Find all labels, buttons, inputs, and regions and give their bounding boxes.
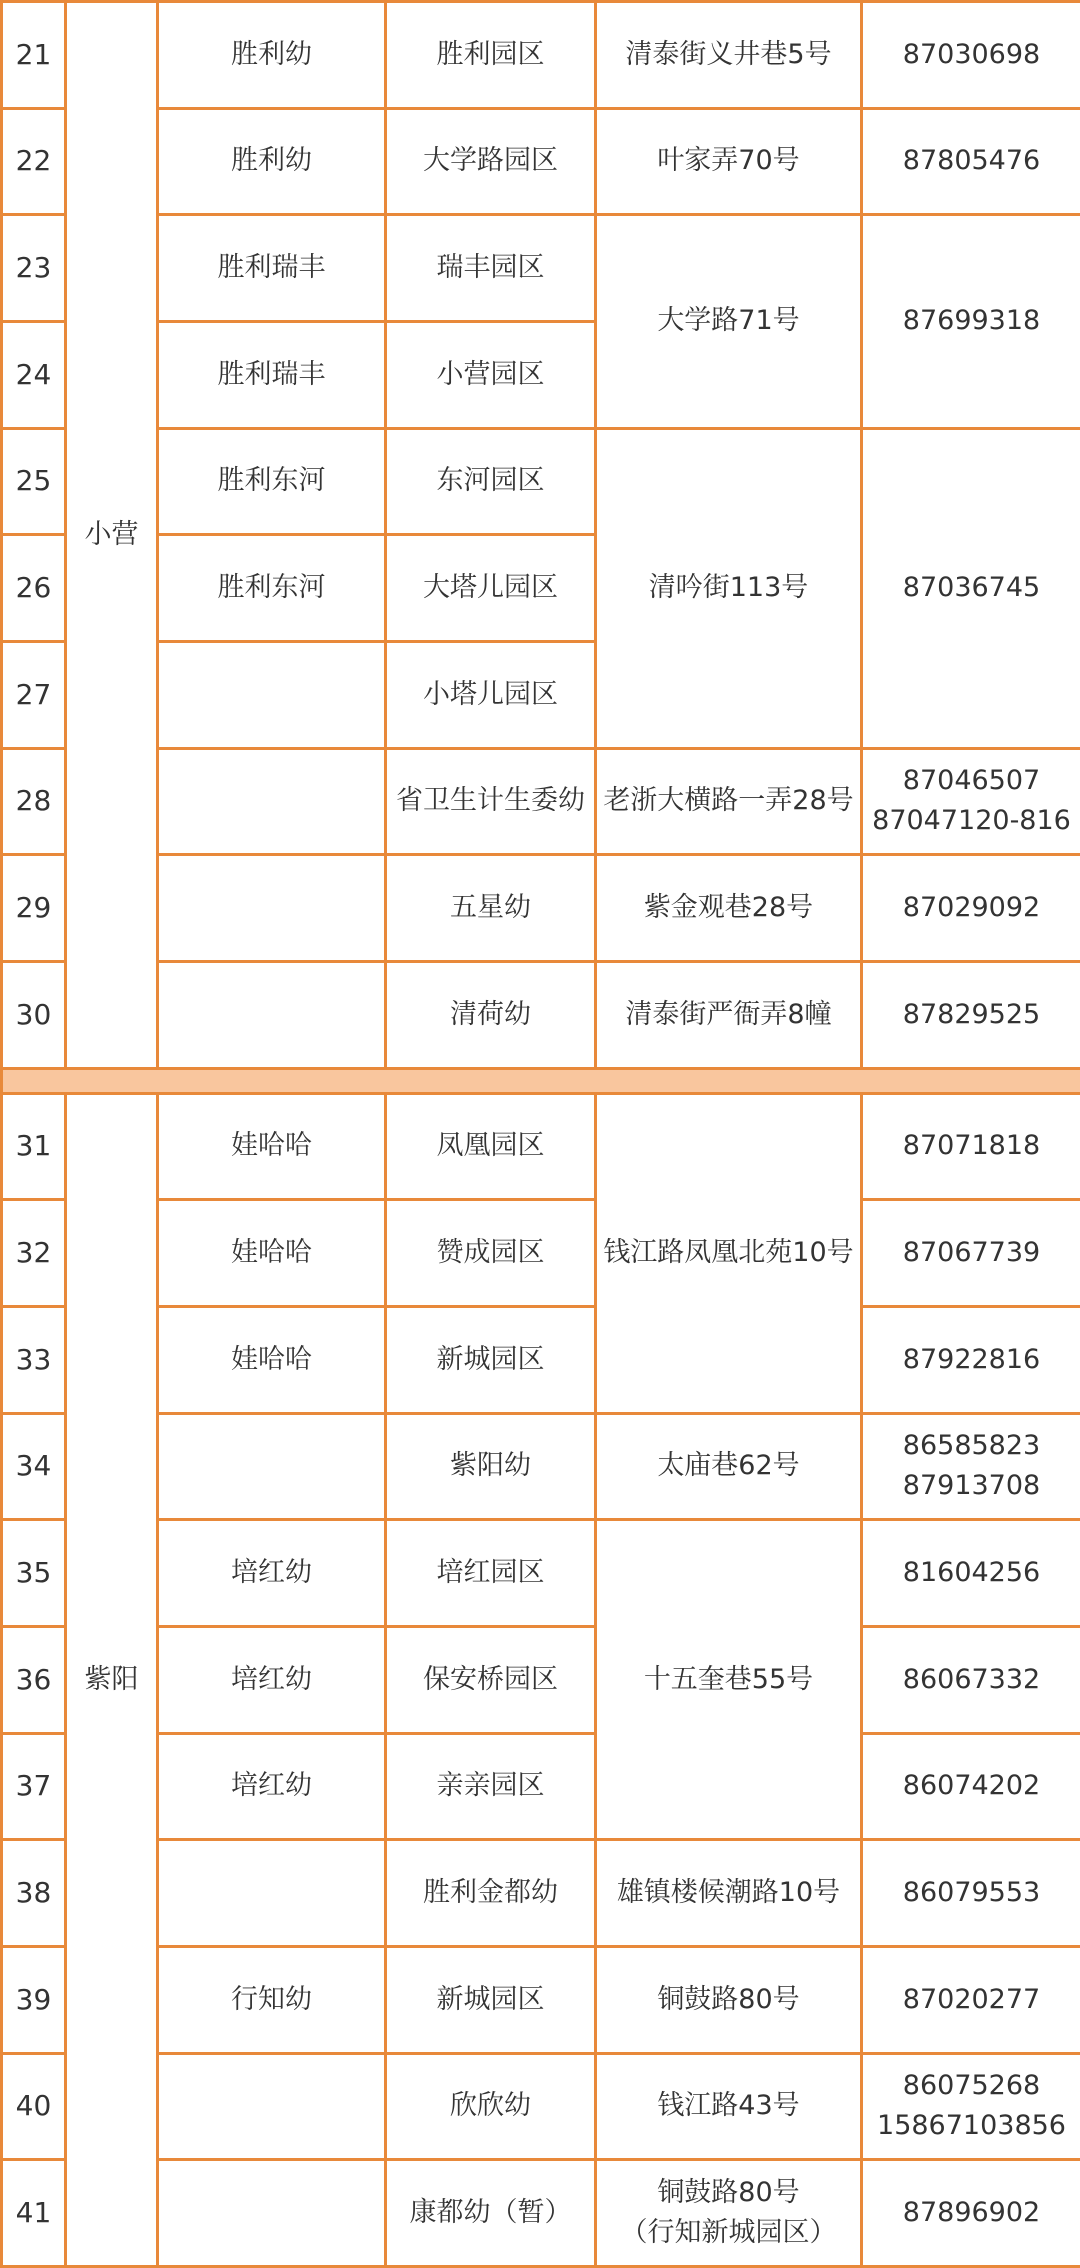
row-number: 33 [2,1306,66,1413]
row-number: 32 [2,1200,66,1307]
row-number: 29 [2,855,66,962]
section-divider-band [2,1068,1080,1093]
campus-cell: 胜利金都幼 [386,1840,596,1947]
group-cell: 胜利幼 [158,2,386,109]
table-row [2,1520,1080,1627]
campus-cell: 五星幼 [386,855,596,962]
row-number: 26 [2,535,66,642]
phone-line: 15867103856 [877,2110,1066,2142]
campus-cell: 赞成园区 [386,1200,596,1307]
table-row [2,215,1080,322]
campus-cell: 凤凰园区 [386,1093,596,1200]
group-cell [158,2160,386,2267]
table-row [2,2,1080,109]
phone-cell: 87829525 [862,961,1080,1068]
group-cell: 胜利幼 [158,108,386,215]
table-row [2,1626,1080,1733]
address-line: （行知新城园区） [620,2217,837,2249]
address-cell: 太庙巷62号 [596,1413,862,1520]
group-cell [158,961,386,1068]
campus-cell: 清荷幼 [386,961,596,1068]
campus-cell: 大塔儿园区 [386,535,596,642]
address-cell: 钱江路凤凰北苑10号 [596,1093,862,1413]
table-row [2,2053,1080,2160]
phone-cell: 87030698 [862,2,1080,109]
campus-cell: 小塔儿园区 [386,641,596,748]
phone-cell [862,1413,1080,1520]
group-cell: 胜利瑞丰 [158,215,386,322]
row-number: 22 [2,108,66,215]
group-cell [158,1413,386,1520]
phone-cell: 87805476 [862,108,1080,215]
address-cell: 叶家弄70号 [596,108,862,215]
row-number: 41 [2,2160,66,2267]
row-number: 25 [2,428,66,535]
address-cell: 清吟街113号 [596,428,862,748]
phone-cell: 87896902 [862,2160,1080,2267]
campus-cell: 大学路园区 [386,108,596,215]
campus-cell: 瑞丰园区 [386,215,596,322]
campus-cell: 新城园区 [386,1306,596,1413]
group-cell: 娃哈哈 [158,1200,386,1307]
phone-cell: 86074202 [862,1733,1080,1840]
group-cell [158,855,386,962]
address-cell: 钱江路43号 [596,2053,862,2160]
table-row [2,428,1080,535]
phone-line: 87047120-816 [872,805,1071,837]
group-cell [158,641,386,748]
phone-cell: 81604256 [862,1520,1080,1627]
table-row [2,855,1080,962]
address-cell: 紫金观巷28号 [596,855,862,962]
table-row [2,748,1080,855]
phone-line: 86075268 [902,2070,1041,2102]
district-cell: 紫阳 [66,1093,158,2266]
phone-cell [862,2053,1080,2160]
campus-cell: 保安桥园区 [386,1626,596,1733]
row-number: 34 [2,1413,66,1520]
row-number: 31 [2,1093,66,1200]
table-row [2,1413,1080,1520]
table-row [2,961,1080,1068]
campus-cell: 省卫生计生委幼 [386,748,596,855]
campus-cell: 紫阳幼 [386,1413,596,1520]
row-number: 36 [2,1626,66,1733]
phone-cell: 87922816 [862,1306,1080,1413]
row-number: 39 [2,1946,66,2053]
phone-cell: 86079553 [862,1840,1080,1947]
phone-cell: 86067332 [862,1626,1080,1733]
address-cell: 老浙大横路一弄28号 [596,748,862,855]
campus-cell: 小营园区 [386,321,596,428]
row-number: 38 [2,1840,66,1947]
phone-cell [862,748,1080,855]
group-cell: 娃哈哈 [158,1306,386,1413]
table-row [2,1200,1080,1307]
campus-cell: 康都幼（暂） [386,2160,596,2267]
table-row [2,1733,1080,1840]
phone-cell: 87036745 [862,428,1080,748]
phone-line: 87913708 [902,1470,1041,1502]
group-cell: 培红幼 [158,1626,386,1733]
group-cell [158,1840,386,1947]
row-number: 21 [2,2,66,109]
address-cell [596,2160,862,2267]
campus-cell: 胜利园区 [386,2,596,109]
campus-cell: 亲亲园区 [386,1733,596,1840]
campus-cell: 培红园区 [386,1520,596,1627]
phone-cell: 87699318 [862,215,1080,428]
address-cell: 雄镇楼候潮路10号 [596,1840,862,1947]
group-cell: 培红幼 [158,1733,386,1840]
row-number: 40 [2,2053,66,2160]
row-number: 30 [2,961,66,1068]
campus-cell: 东河园区 [386,428,596,535]
phone-cell: 87067739 [862,1200,1080,1307]
address-cell: 清泰街义井巷5号 [596,2,862,109]
address-cell: 铜鼓路80号 [596,1946,862,2053]
group-cell [158,748,386,855]
phone-cell: 87071818 [862,1093,1080,1200]
section-divider [2,1068,1080,1093]
group-cell: 胜利东河 [158,428,386,535]
table-row [2,2160,1080,2267]
address-line: 铜鼓路80号 [657,2177,800,2209]
campus-cell: 新城园区 [386,1946,596,2053]
group-cell: 培红幼 [158,1520,386,1627]
group-cell: 胜利东河 [158,535,386,642]
phone-line: 86585823 [902,1430,1041,1462]
phone-cell: 87020277 [862,1946,1080,2053]
row-number: 24 [2,321,66,428]
table-row [2,1840,1080,1947]
table-row [2,1093,1080,1200]
row-number: 35 [2,1520,66,1627]
row-number: 37 [2,1733,66,1840]
table-row [2,108,1080,215]
group-cell: 娃哈哈 [158,1093,386,1200]
phone-cell: 87029092 [862,855,1080,962]
row-number: 27 [2,641,66,748]
phone-line: 87046507 [902,765,1041,797]
table-row [2,1306,1080,1413]
table-row [2,1946,1080,2053]
campus-cell: 欣欣幼 [386,2053,596,2160]
district-cell: 小营 [66,2,158,1069]
address-cell: 大学路71号 [596,215,862,428]
row-number: 28 [2,748,66,855]
group-cell: 胜利瑞丰 [158,321,386,428]
row-number: 23 [2,215,66,322]
group-cell: 行知幼 [158,1946,386,2053]
address-cell: 清泰街严衙弄8幢 [596,961,862,1068]
address-cell: 十五奎巷55号 [596,1520,862,1840]
group-cell [158,2053,386,2160]
